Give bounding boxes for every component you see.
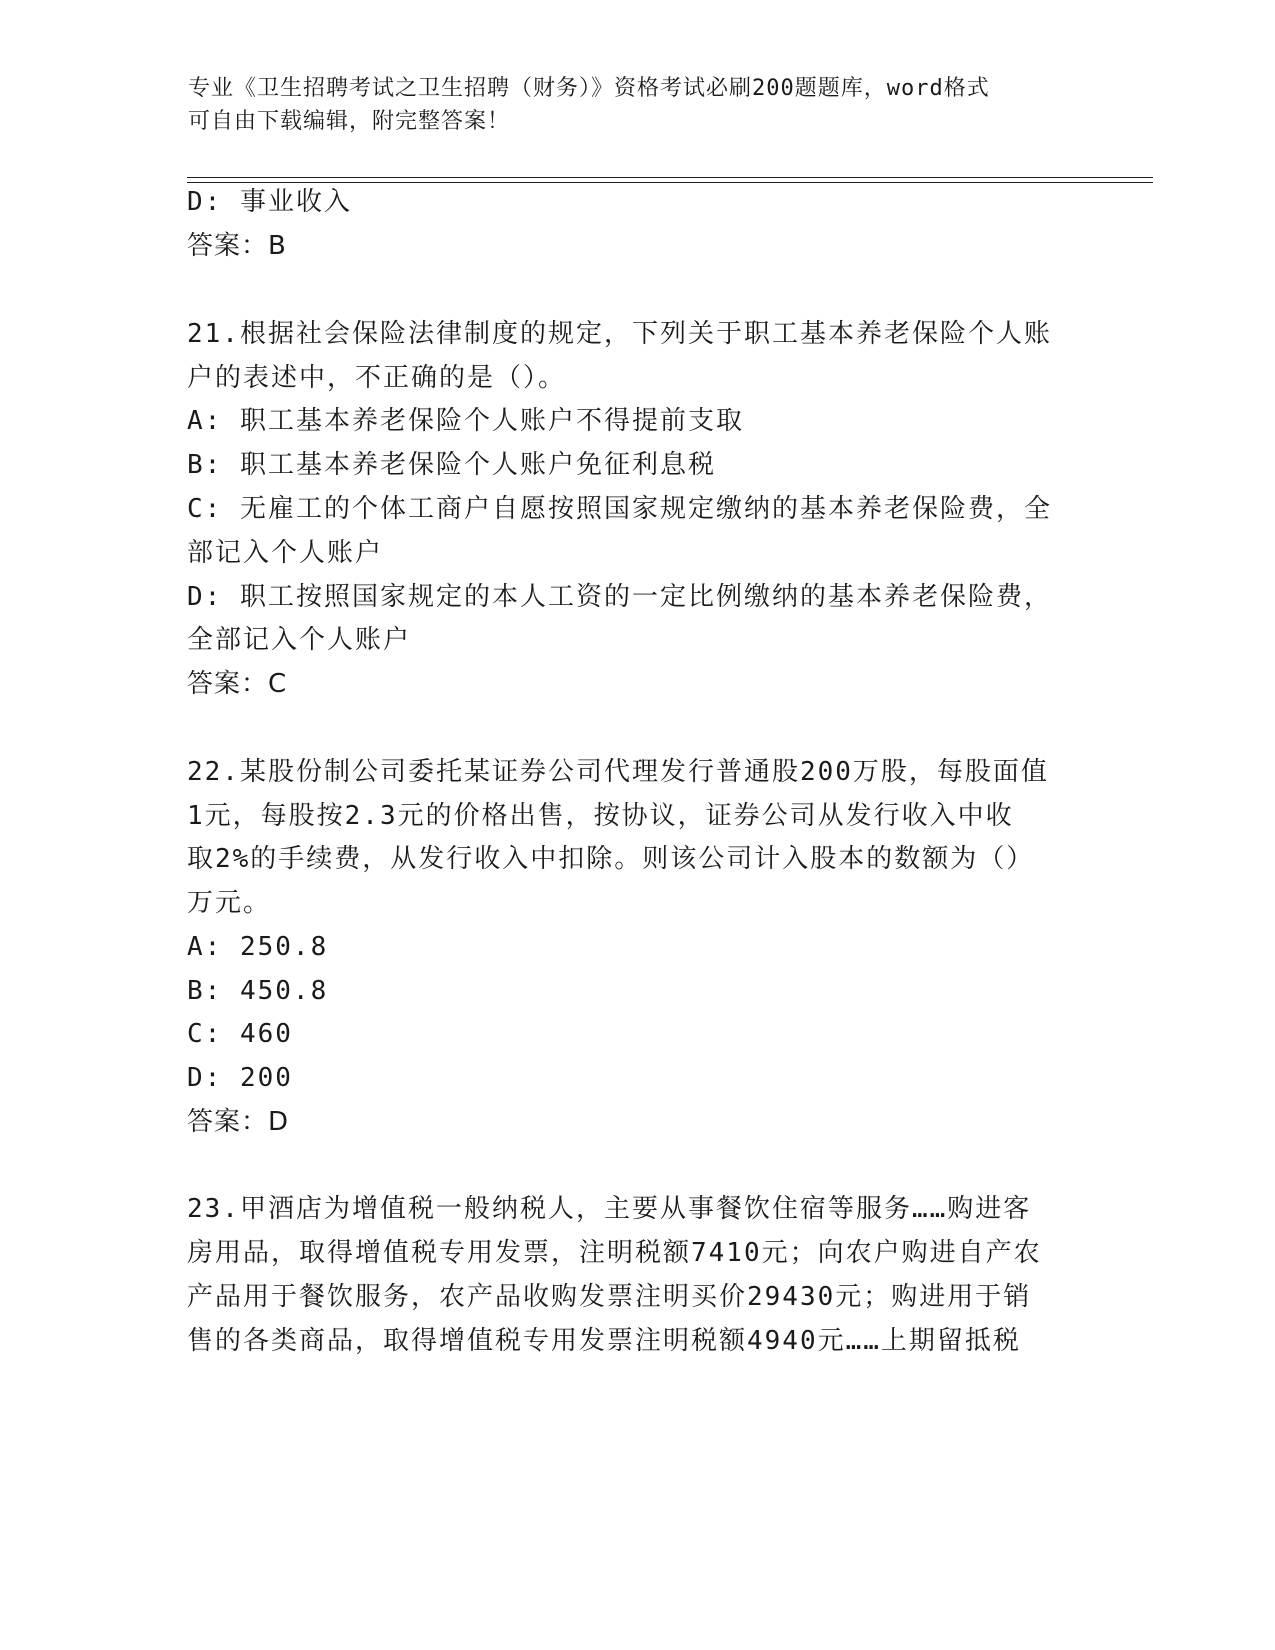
q21-stem-line-2: 户的表述中，不正确的是（）。 (187, 363, 567, 393)
q23-stem-line-2: 房用品，取得增值税专用发票，注明税额7410元；向农户购进自产农 (187, 1238, 1042, 1268)
document-header (188, 72, 1068, 138)
q20-answer: 答案：B (187, 231, 287, 261)
q21-option-c-line-1: C: 无雇工的个体工商户自愿按照国家规定缴纳的基本养老保险费，全 (187, 494, 1052, 524)
q20-option-d: D: 事业收入 (187, 187, 352, 217)
q21-option-d-line-2: 全部记入个人账户 (187, 625, 412, 655)
q22-stem-line-2: 1元，每股按2.3元的价格出售，按协议，证券公司从发行收入中收 (187, 801, 1014, 831)
q21-option-c-line-2: 部记入个人账户 (187, 538, 384, 568)
q22-option-a: A: 250.8 (187, 932, 329, 962)
q21-option-b: B: 职工基本养老保险个人账户免征利息税 (187, 450, 716, 480)
q22-option-d: D: 200 (187, 1063, 293, 1093)
q22-stem-line-3: 取2%的手续费，从发行收入中扣除。则该公司计入股本的数额为（） (187, 844, 1035, 874)
q21-option-a: A: 职工基本养老保险个人账户不得提前支取 (187, 406, 744, 436)
header-line-2: 可自由下载编辑，附完整答案！ (188, 109, 511, 134)
q22-stem-line-1: 22.某股份制公司委托某证券公司代理发行普通股200万股，每股面值 (187, 757, 1049, 787)
q22-option-b: B: 450.8 (187, 976, 329, 1006)
q21-stem-line-1: 21.根据社会保险法律制度的规定，下列关于职工基本养老保险个人账 (187, 319, 1052, 349)
q23-stem-line-1: 23.甲酒店为增值税一般纳税人，主要从事餐饮住宿等服务……购进客 (187, 1194, 1032, 1224)
q21-option-d-line-1: D: 职工按照国家规定的本人工资的一定比例缴纳的基本养老保险费， (187, 582, 1052, 612)
q22-stem-line-4: 万元。 (187, 888, 272, 918)
q23-stem-line-3: 产品用于餐饮服务，农产品收购发票注明买价29430元；购进用于销 (187, 1282, 1032, 1312)
header-divider-top (187, 177, 1153, 178)
q22-option-c: C: 460 (187, 1019, 293, 1049)
q22-answer: 答案：D (187, 1107, 290, 1137)
q21-answer: 答案：C (187, 669, 288, 699)
q23-stem-line-4: 售的各类商品，取得增值税专用发票注明税额4940元……上期留抵税 (187, 1326, 1021, 1356)
header-line-1: 专业《卫生招聘考试之卫生招聘（财务）》资格考试必刷200题题库，word格式 (188, 76, 990, 101)
header-divider-bottom (187, 182, 1153, 183)
